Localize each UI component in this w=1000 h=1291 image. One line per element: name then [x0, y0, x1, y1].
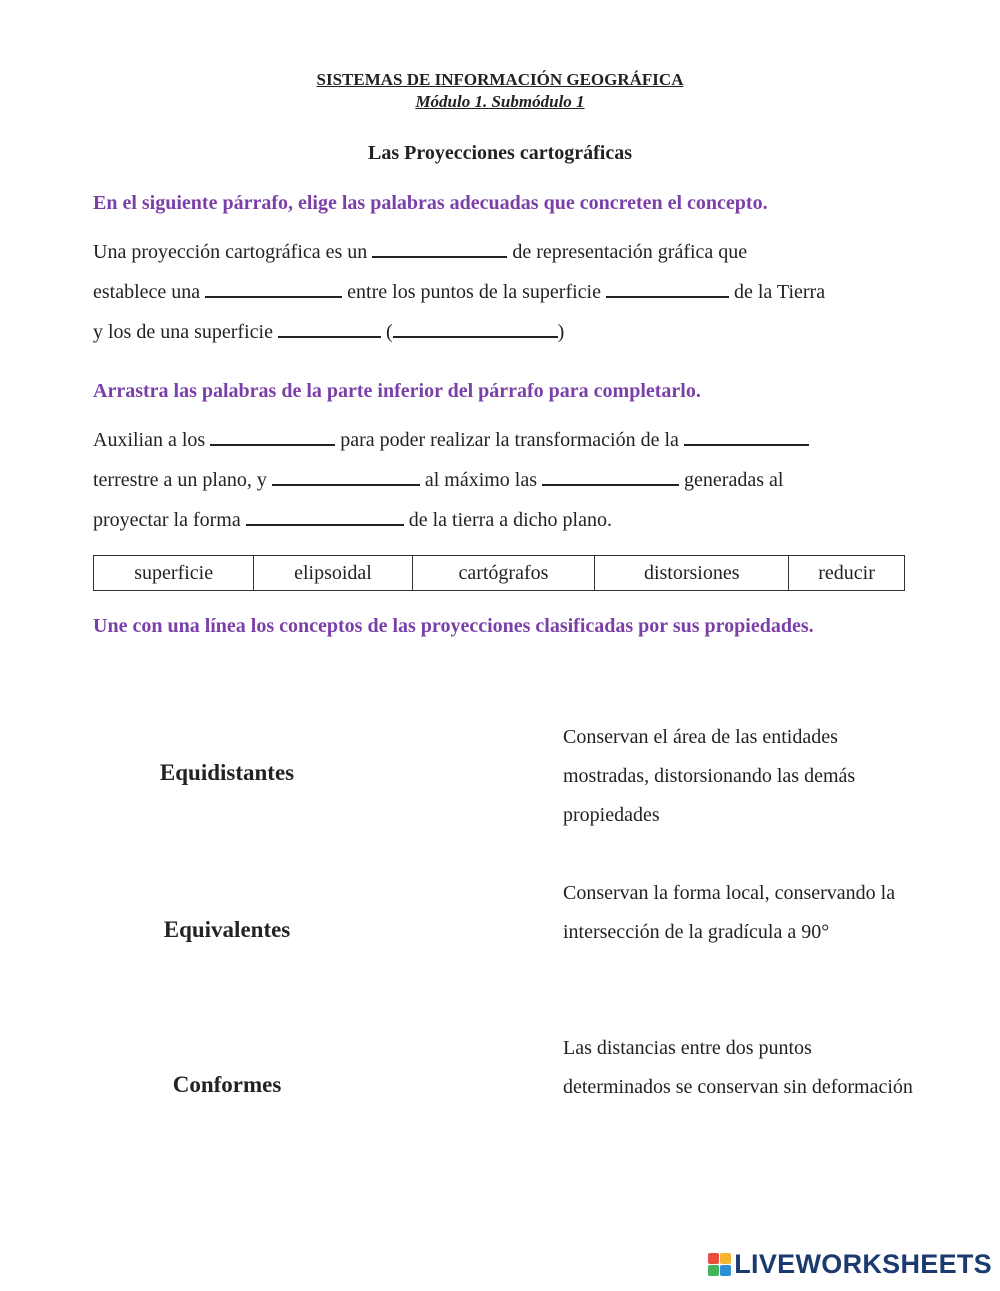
- word-bank-item[interactable]: reducir: [789, 556, 905, 591]
- blank-2[interactable]: [205, 279, 342, 298]
- text: establece una: [93, 281, 201, 303]
- paragraph-2: [93, 420, 913, 540]
- blank-1[interactable]: [372, 239, 507, 258]
- instruction-3: Une con una línea los conceptos de las proyecciones clasificadas por sus propiedades.: [93, 615, 814, 637]
- word-bank-item[interactable]: cartógrafos: [412, 556, 595, 591]
- logo-square: [708, 1253, 719, 1264]
- text: de representación gráfica que: [512, 241, 748, 263]
- word-bank-item[interactable]: superficie: [94, 556, 254, 591]
- paragraph-1: [93, 232, 913, 352]
- drop-target-3[interactable]: [272, 467, 420, 486]
- drop-target-2[interactable]: [684, 427, 809, 446]
- text: generadas al: [684, 469, 784, 491]
- liveworksheets-logo-icon: [708, 1253, 731, 1276]
- logo-square: [720, 1265, 731, 1276]
- text: terrestre a un plano, y: [93, 469, 267, 491]
- instruction-1: En el siguiente párrafo, elige las palabras adecuadas que concreten el concepto.: [93, 192, 768, 214]
- definition-3[interactable]: Las distancias entre dos puntos determinados se conservan sin deformación: [563, 1037, 913, 1098]
- drop-target-5[interactable]: [246, 507, 404, 526]
- concept-equidistantes[interactable]: Equidistantes: [159, 760, 295, 785]
- definition-1[interactable]: Conservan el área de las entidades mostradas, distorsionando las demás propiedades: [563, 726, 856, 826]
- word-bank: [93, 555, 905, 591]
- text: de la Tierra: [733, 281, 826, 303]
- text: Una proyección cartográfica es un: [93, 241, 368, 263]
- instruction-2: Arrastra las palabras de la parte inferior del párrafo para completarlo.: [93, 380, 701, 402]
- text: y los de una superficie: [93, 321, 273, 343]
- liveworksheets-logo: [708, 1247, 992, 1281]
- document-header: SISTEMAS DE INFORMACIÓN GEOGRÁFICA: [316, 70, 684, 89]
- definition-2[interactable]: Conservan la forma local, conservando la intersección de la gradícula a 90°: [563, 882, 896, 943]
- paragraph-2-line-3: [93, 500, 913, 540]
- paragraph-1-line-1: [93, 232, 913, 272]
- paragraph-2-line-2: [93, 460, 913, 500]
- text: al máximo las: [424, 469, 538, 491]
- drop-target-1[interactable]: [210, 427, 335, 446]
- text: para poder realizar la transformación de la: [340, 429, 679, 451]
- blank-5[interactable]: [393, 319, 558, 338]
- text: ): [557, 321, 565, 343]
- logo-text: LIVEWORKSHEETS: [734, 1248, 992, 1279]
- blank-4[interactable]: [278, 319, 381, 338]
- paragraph-2-line-1: [93, 420, 913, 460]
- word-bank-item[interactable]: elipsoidal: [254, 556, 412, 591]
- logo-square: [708, 1265, 719, 1276]
- text: entre los puntos de la superficie: [347, 281, 601, 303]
- paragraph-1-line-2: [93, 272, 913, 312]
- text: (: [385, 321, 393, 343]
- concept-conformes[interactable]: Conformes: [172, 1072, 282, 1097]
- text: Auxilian a los: [93, 429, 206, 451]
- paragraph-1-line-3: [93, 312, 913, 352]
- blank-3[interactable]: [606, 279, 729, 298]
- logo-square: [720, 1253, 731, 1264]
- drop-target-4[interactable]: [542, 467, 679, 486]
- module-subtitle: Módulo 1. Submódulo 1: [415, 92, 585, 111]
- concept-equivalentes[interactable]: Equivalentes: [163, 917, 291, 942]
- page-title: Las Proyecciones cartográficas: [368, 142, 632, 164]
- text: proyectar la forma: [93, 509, 241, 531]
- text: de la tierra a dicho plano.: [408, 509, 612, 531]
- word-bank-item[interactable]: distorsiones: [595, 556, 789, 591]
